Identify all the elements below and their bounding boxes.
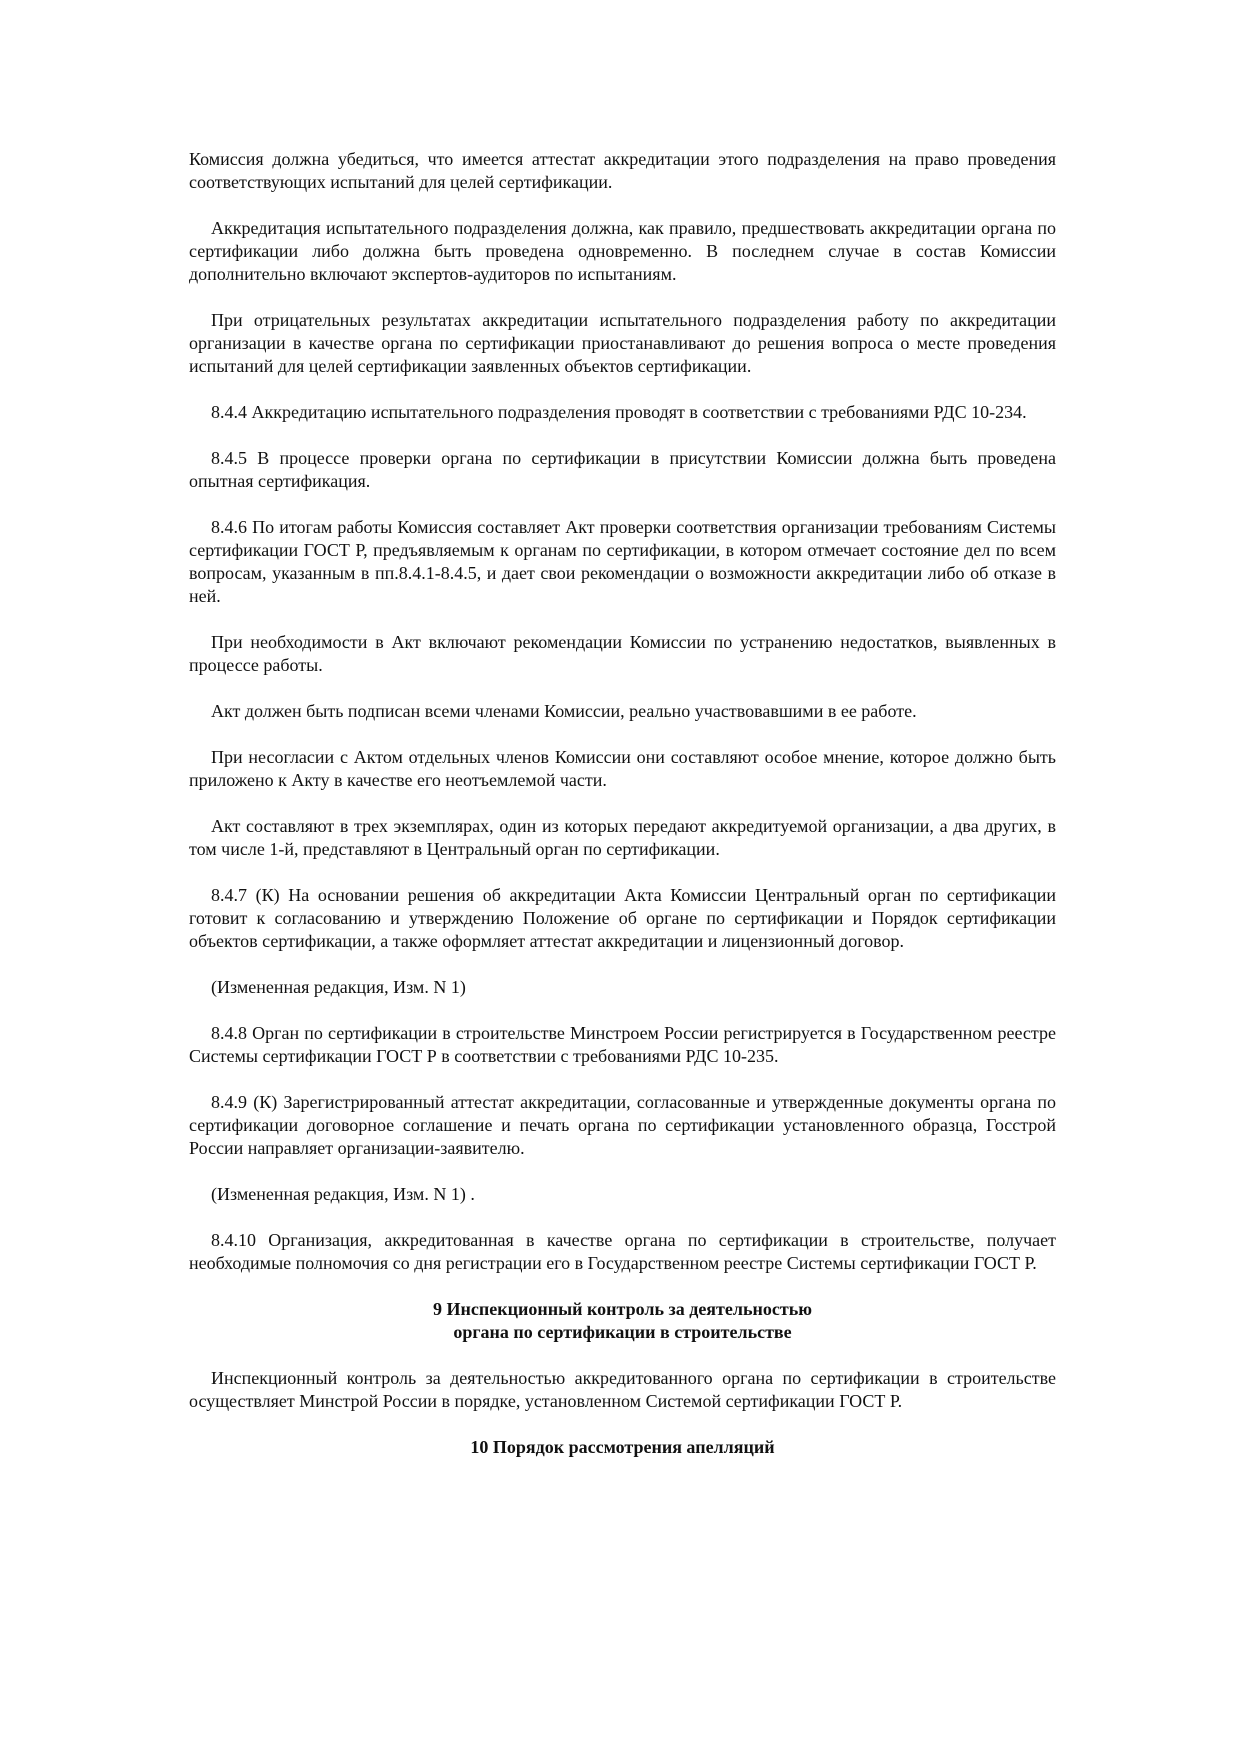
paragraph: 8.4.7 (К) На основании решения об аккредитации Акта Комиссии Центральный орган по сертификации готовит к согласованию и утверждению Положение об органе по сертификации и Порядок сертификации объектов сертификации, а также оформляет аттестат аккредитации и лицензионный договор.	[189, 885, 1056, 951]
paragraph: Комиссия должна убедиться, что имеется аттестат аккредитации этого подразделения на право проведения соответствующих испытаний для целей сертификации.	[189, 149, 1056, 192]
paragraph: При отрицательных результатах аккредитации испытательного подразделения работу по аккредитации организации в качестве органа по сертификации приостанавливают до решения вопроса о месте проведения испытаний для целей сертификации заявленных объектов сертификации.	[189, 310, 1056, 376]
paragraph: 8.4.9 (К) Зарегистрированный аттестат аккредитации, согласованные и утвержденные документы органа по сертификации договорное соглашение и печать органа по сертификации установленного образца, Госстрой России направляет организации-заявителю.	[189, 1092, 1056, 1158]
paragraph: Акт составляют в трех экземплярах, один из которых передают аккредитуемой организации, а два других, в том числе 1-й, представляют в Центральный орган по сертификации.	[189, 816, 1056, 859]
paragraph: 8.4.6 По итогам работы Комиссия составляет Акт проверки соответствия организации требованиям Системы сертификации ГОСТ Р, предъявляемым к органам по сертификации, в котором отмечает состояние дел по всем вопросам, указанным в пп.8.4.1-8.4.5, и дает свои рекомендации о возможности аккредитации либо об отказе в ней.	[189, 517, 1056, 606]
section-9-heading-line2: органа по сертификации в строительстве	[453, 1322, 792, 1342]
section-9-text: Инспекционный контроль за деятельностью аккредитованного органа по сертификации в строительстве осуществляет Минстрой России в порядке, установленном Системой сертификации ГОСТ Р.	[189, 1368, 1056, 1411]
paragraph: 8.4.10 Организация, аккредитованная в качестве органа по сертификации в строительстве, получает необходимые полномочия со дня регистрации его в Государственном реестре Системы сертификации ГОСТ Р.	[189, 1230, 1056, 1273]
paragraph: При несогласии с Актом отдельных членов Комиссии они составляют особое мнение, которое должно быть приложено к Акту в качестве его неотъемлемой части.	[189, 747, 1056, 790]
section-9-heading-line1: 9 Инспекционный контроль за деятельностью	[433, 1299, 812, 1319]
paragraph: 8.4.4 Аккредитацию испытательного подразделения проводят в соответствии с требованиями РДС 10-234.	[211, 402, 1027, 422]
paragraph: 8.4.8 Орган по сертификации в строительстве Минстроем России регистрируется в Государственном реестре Системы сертификации ГОСТ Р в соответствии с требованиями РДС 10-235.	[189, 1023, 1056, 1066]
section-9-heading	[189, 1298, 1056, 1344]
paragraph: Акт должен быть подписан всеми членами Комиссии, реально участвовавшими в ее работе.	[211, 701, 917, 721]
section-10-heading: 10 Порядок рассмотрения апелляций	[470, 1437, 775, 1457]
amendment-note: (Измененная редакция, Изм. N 1)	[211, 977, 466, 997]
paragraph: При необходимости в Акт включают рекомендации Комиссии по устранению недостатков, выявленных в процессе работы.	[189, 632, 1056, 675]
amendment-note: (Измененная редакция, Изм. N 1) .	[211, 1184, 475, 1204]
paragraph: Аккредитация испытательного подразделения должна, как правило, предшествовать аккредитации органа по сертификации либо должна быть проведена одновременно. В последнем случае в состав Комиссии дополнительно включают экспертов-аудиторов по испытаниям.	[189, 218, 1056, 284]
document-page	[189, 148, 1056, 1482]
paragraph: 8.4.5 В процессе проверки органа по сертификации в присутствии Комиссии должна быть проведена опытная сертификация.	[189, 448, 1056, 491]
